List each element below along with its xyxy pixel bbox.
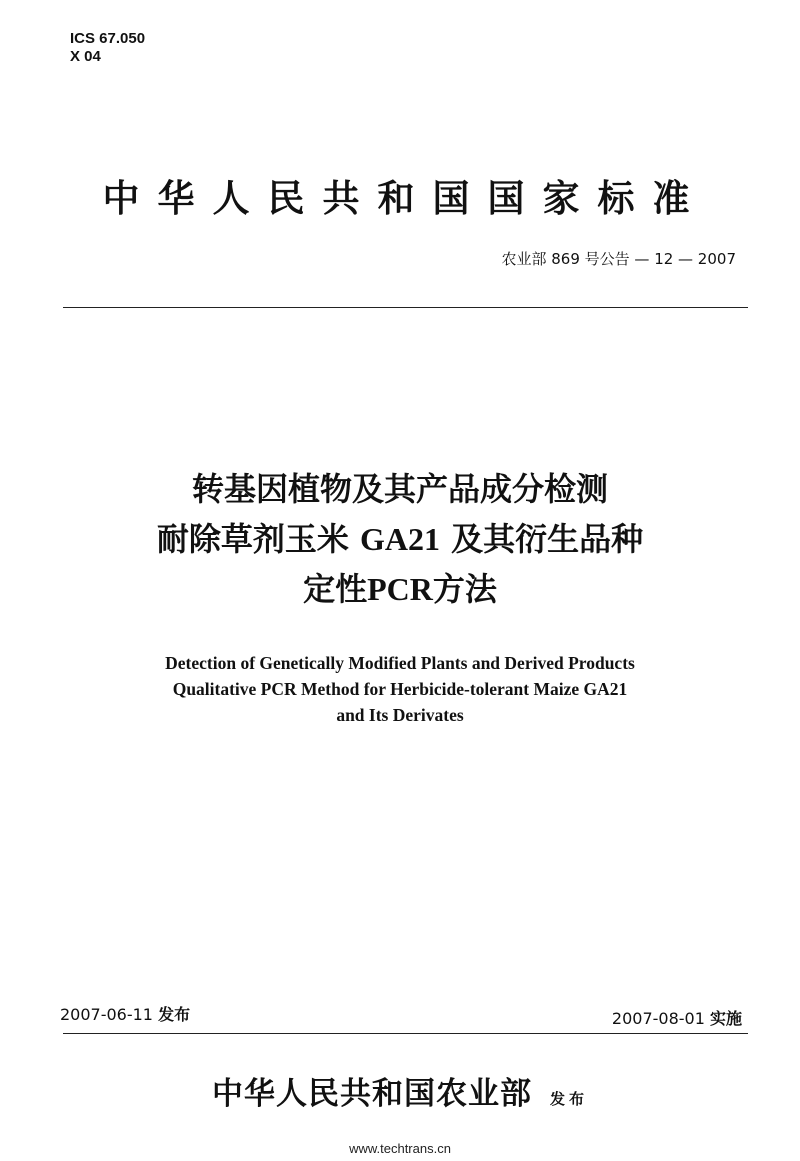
chinese-title-line-3-suffix: 方法	[432, 570, 497, 608]
implementation-date	[612, 1006, 742, 1029]
implementation-date-value: 2007-08-01	[611, 1009, 705, 1028]
issuer	[0, 1068, 800, 1113]
issue-date	[60, 1002, 190, 1025]
top-divider	[63, 307, 748, 308]
bottom-divider	[63, 1033, 748, 1034]
chinese-title-line-1: 转基因植物及其产品成分检测	[191, 470, 608, 508]
watermark: www.techtrans.cn	[349, 1141, 451, 1156]
issue-date-label: 发布	[158, 1005, 191, 1024]
chinese-title-line-2-suffix: 及其衍生品种	[440, 520, 644, 558]
standard-title: 中华人民共和国国家标准	[102, 177, 708, 220]
chinese-title-line-2	[60, 514, 740, 564]
implementation-date-label: 实施	[709, 1009, 742, 1028]
issuer-name: 中华人民共和国农业部	[211, 1076, 532, 1112]
chinese-title-line-2-latin: GA21	[360, 521, 440, 557]
english-title-line-2: Qualitative PCR Method for Herbicide-tolerant Maize GA21	[172, 679, 628, 699]
english-title	[60, 650, 740, 728]
issue-date-value: 2007-06-11	[60, 1005, 153, 1024]
chinese-title-line-3-prefix: 定性	[303, 570, 368, 608]
ccs-code: X 04	[70, 48, 101, 65]
issuer-suffix: 发布	[549, 1090, 588, 1108]
chinese-title-line-2-prefix: 耐除草剂玉米	[156, 520, 360, 558]
standard-number: 农业部 869 号公告 — 12 — 2007	[501, 250, 736, 268]
english-title-line-1: Detection of Genetically Modified Plants and Derived Products	[165, 653, 635, 673]
classification-codes	[70, 30, 145, 66]
chinese-title	[60, 464, 740, 614]
chinese-title-line-3	[60, 564, 740, 614]
chinese-title-line-3-latin: PCR	[367, 571, 433, 607]
english-title-line-3: and Its Derivates	[336, 705, 464, 725]
ics-code: ICS 67.050	[70, 30, 146, 47]
